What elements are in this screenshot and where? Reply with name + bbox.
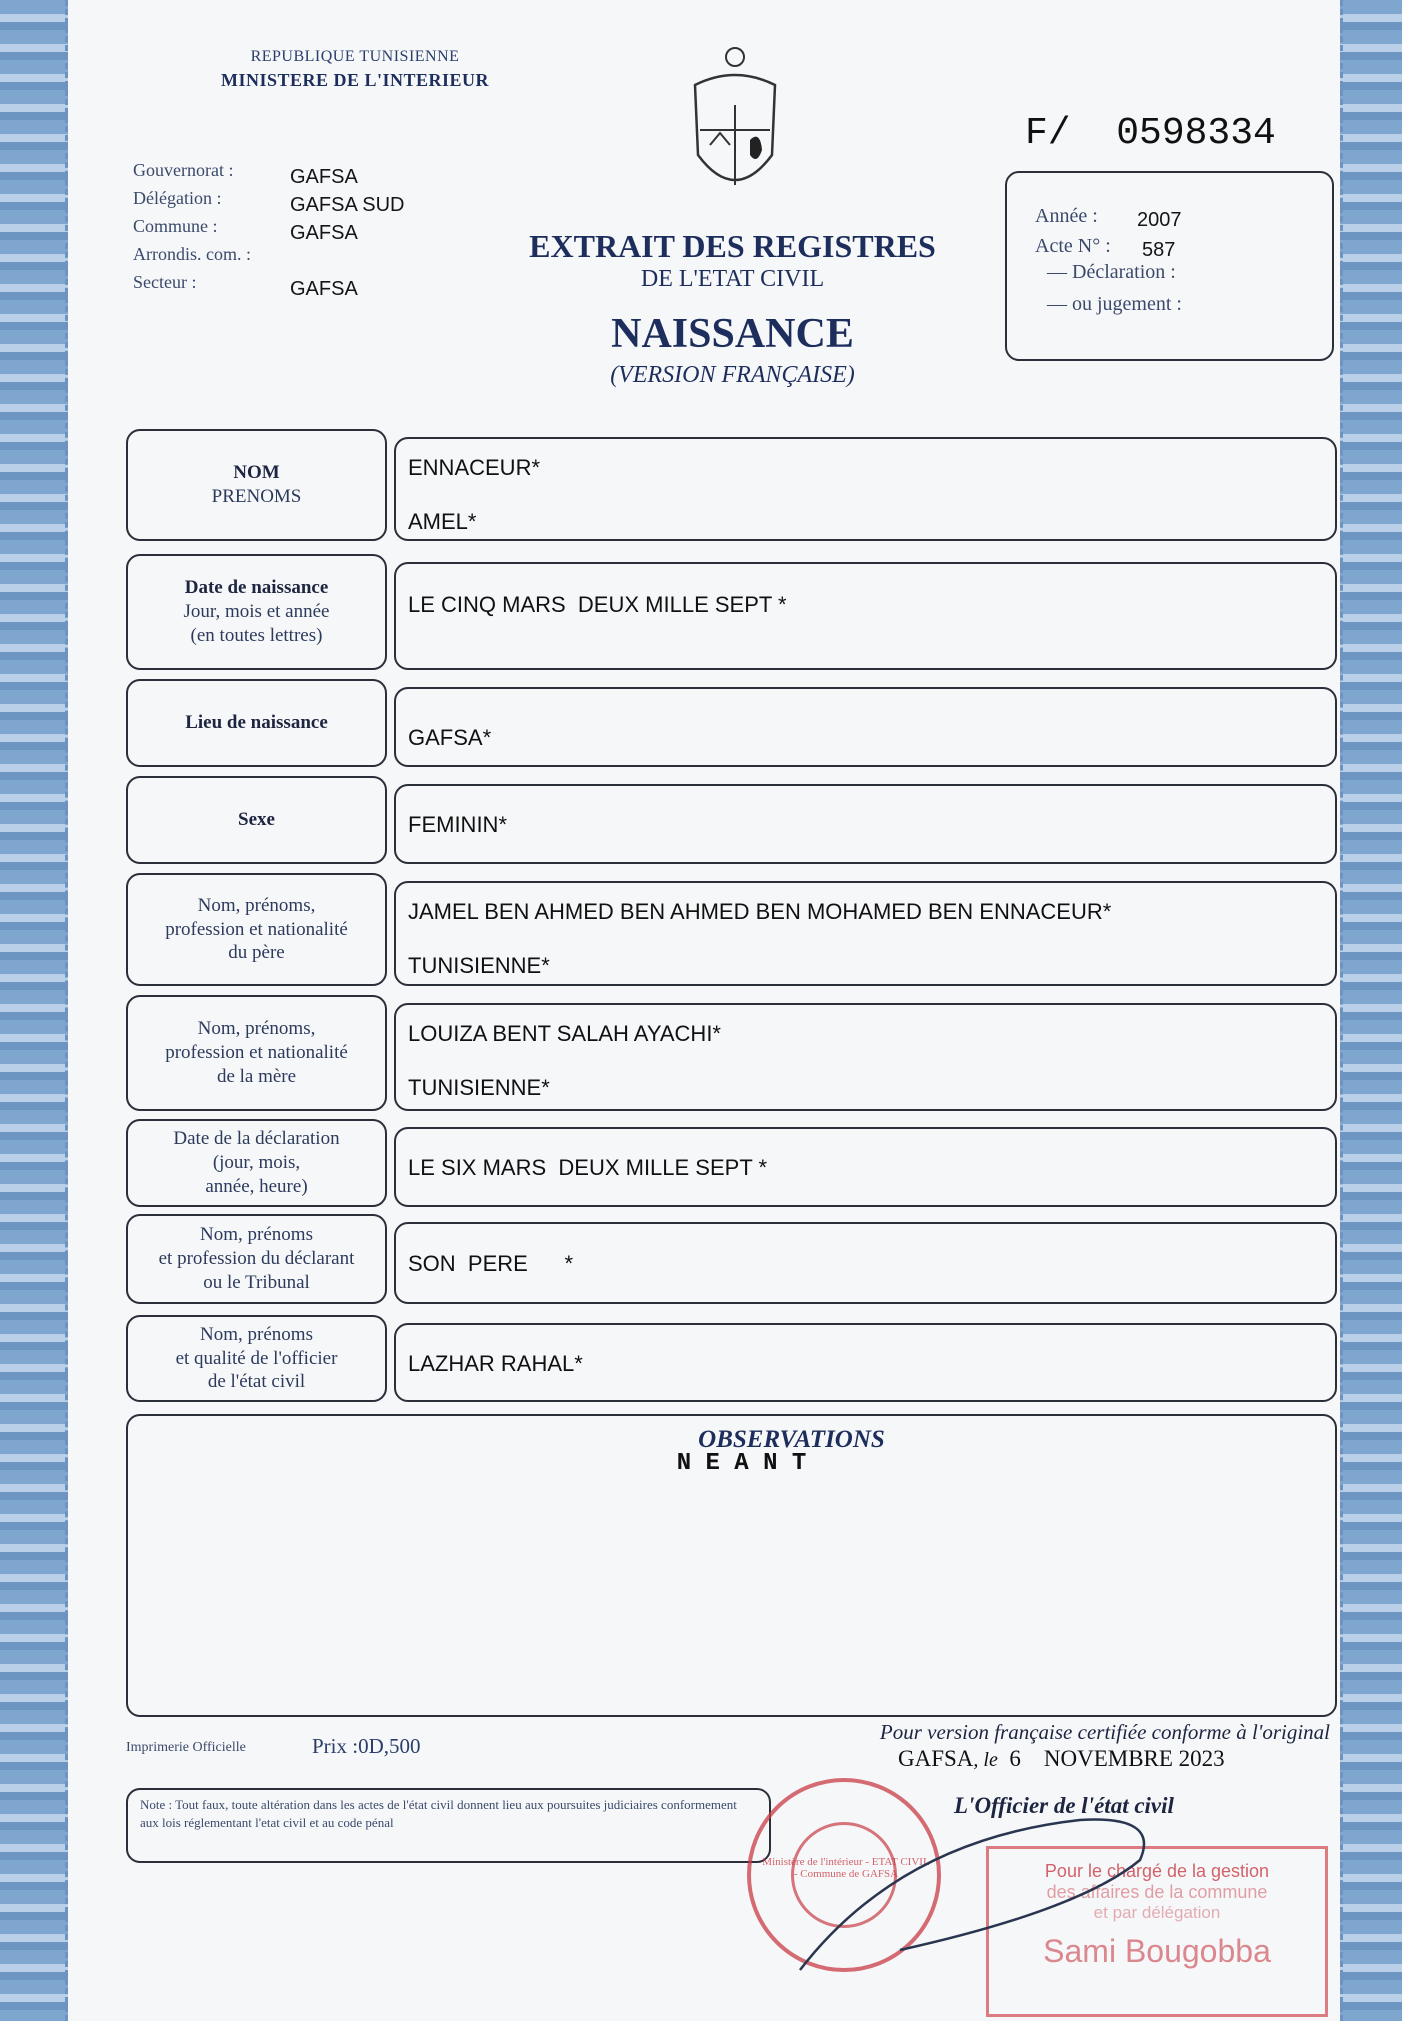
republic-label: REPUBLIQUE TUNISIENNE bbox=[250, 48, 460, 65]
field-label: et profession du déclarant bbox=[158, 1248, 355, 1270]
field-label: Nom, prénoms, bbox=[197, 894, 316, 916]
admin-value: GAFSA bbox=[290, 278, 358, 300]
stamp-line: des affaires de la commune bbox=[1046, 1882, 1268, 1902]
field-label: Date de naissance bbox=[184, 577, 329, 599]
field-label: profession et nationalité bbox=[165, 918, 348, 940]
field-label: Jour, mois et année bbox=[183, 601, 330, 623]
field-label-box bbox=[126, 1214, 387, 1304]
acte-value: 587 bbox=[1142, 239, 1176, 261]
left-decorative-border bbox=[0, 0, 68, 2021]
field-label: de l'état civil bbox=[207, 1371, 306, 1393]
acte-label: Acte N° : bbox=[1035, 235, 1111, 257]
year-value: 2007 bbox=[1137, 209, 1182, 231]
field-label: et qualité de l'officier bbox=[175, 1347, 338, 1369]
officer-label: L'Officier de l'état civil bbox=[954, 1793, 1174, 1818]
field-label: de la mère bbox=[216, 1065, 297, 1087]
admin-row bbox=[133, 244, 433, 272]
field-value-box bbox=[394, 562, 1337, 670]
field-value: LAZHAR RAHAL* bbox=[408, 1350, 583, 1376]
field-label: NOM bbox=[233, 462, 280, 484]
admin-value: GAFSA SUD bbox=[290, 194, 405, 216]
field-label-box bbox=[126, 776, 387, 864]
admin-label: Délégation : bbox=[133, 188, 222, 208]
observations-title: OBSERVATIONS bbox=[698, 1426, 885, 1453]
field-label: Date de la déclaration bbox=[173, 1128, 340, 1150]
certified-label: Pour version française certifiée conforme à l'original bbox=[879, 1720, 1330, 1744]
stamp-line: et par délégation bbox=[1093, 1903, 1221, 1922]
ministry-label: MINISTERE DE L'INTERIEUR bbox=[220, 70, 490, 90]
field-value-box bbox=[394, 687, 1337, 767]
admin-label: Commune : bbox=[133, 216, 218, 236]
admin-label: Arrondis. com. : bbox=[133, 244, 251, 264]
field-value-box bbox=[394, 1323, 1337, 1402]
field-value-box bbox=[394, 1222, 1337, 1304]
admin-label: Gouvernorat : bbox=[133, 160, 234, 180]
field-label-box bbox=[126, 995, 387, 1111]
field-value: LE CINQ MARS DEUX MILLE SEPT * bbox=[408, 592, 787, 617]
price-label: Prix :0D,500 bbox=[312, 1734, 421, 1758]
stamp-line: Pour le chargé de la gestion bbox=[1044, 1861, 1270, 1881]
field-value: GAFSA* bbox=[408, 725, 492, 750]
admin-row bbox=[133, 272, 433, 300]
field-label-box bbox=[126, 554, 387, 670]
field-value-box bbox=[394, 1003, 1337, 1111]
field-value: TUNISIENNE* bbox=[408, 1075, 550, 1100]
handwritten-signature bbox=[780, 1800, 1220, 1980]
field-value: LE SIX MARS DEUX MILLE SEPT * bbox=[408, 1155, 768, 1180]
field-label: Nom, prénoms, bbox=[197, 1018, 316, 1040]
field-label-box bbox=[126, 679, 387, 767]
field-label: (jour, mois, bbox=[212, 1152, 301, 1174]
field-value-box bbox=[394, 784, 1337, 864]
field-label-box bbox=[126, 429, 387, 541]
admin-value: GAFSA bbox=[290, 166, 358, 188]
admin-row bbox=[133, 216, 433, 244]
field-label: profession et nationalité bbox=[165, 1042, 348, 1064]
field-label: Sexe bbox=[238, 809, 275, 831]
declaration-label: — Déclaration : bbox=[1047, 261, 1176, 283]
issue-month-year: NOVEMBRE 2023 bbox=[1043, 1746, 1225, 1771]
round-stamp-text: Ministère de l'intérieur - ETAT CIVIL - Commune de GAFSA bbox=[762, 1856, 930, 1880]
field-value-box bbox=[394, 1127, 1337, 1207]
title-naissance: NAISSANCE bbox=[611, 311, 854, 357]
admin-label: Secteur : bbox=[133, 272, 197, 292]
field-value: AMEL* bbox=[408, 509, 477, 534]
field-label: (en toutes lettres) bbox=[190, 624, 323, 646]
field-value: JAMEL BEN AHMED BEN AHMED BEN MOHAMED BEN ENNACEUR* bbox=[408, 899, 1112, 924]
year-label: Année : bbox=[1035, 205, 1098, 227]
note-box: Note : Tout faux, toute altération dans les actes de l'état civil donnent lieu aux poursuites judiciaires conformement aux lois réglementant l'etat civil et au code pénal bbox=[126, 1788, 771, 1863]
issue-place: GAFSA bbox=[898, 1746, 974, 1771]
field-label: Nom, prénoms bbox=[200, 1224, 313, 1246]
field-label: ou le Tribunal bbox=[203, 1271, 310, 1293]
title-etat-civil: DE L'ETAT CIVIL bbox=[640, 266, 825, 292]
field-value: LOUIZA BENT SALAH AYACHI* bbox=[408, 1021, 721, 1046]
le-label: , le bbox=[973, 1749, 998, 1771]
field-label: du père bbox=[228, 942, 285, 964]
admin-row bbox=[133, 160, 433, 188]
field-label: PRENOMS bbox=[211, 486, 302, 507]
field-value: FEMININ* bbox=[408, 812, 507, 837]
jugement-label: — ou jugement : bbox=[1047, 293, 1182, 315]
field-label-box bbox=[126, 873, 387, 986]
title-version: (VERSION FRANÇAISE) bbox=[610, 362, 855, 388]
field-label: année, heure) bbox=[205, 1175, 308, 1197]
field-value: SON PERE * bbox=[408, 1251, 574, 1276]
field-value-box bbox=[394, 881, 1337, 986]
printer-label: Imprimerie Officielle bbox=[126, 1740, 246, 1755]
field-label-box bbox=[126, 1119, 387, 1207]
admin-value: GAFSA bbox=[290, 222, 358, 244]
title-extrait: EXTRAIT DES REGISTRES bbox=[529, 228, 936, 264]
field-label: Nom, prénoms bbox=[200, 1323, 313, 1345]
field-value: TUNISIENNE* bbox=[408, 953, 550, 978]
stamp-signatory-name: Sami Bougobba bbox=[1043, 1933, 1271, 1969]
observations-box bbox=[126, 1414, 1337, 1717]
field-value: ENNACEUR* bbox=[408, 455, 541, 480]
issue-day: 6 bbox=[1009, 1746, 1021, 1771]
observations-value: N E A N T bbox=[676, 1450, 807, 1477]
serial-number: F/ 0598334 bbox=[1025, 112, 1276, 155]
admin-row bbox=[133, 188, 433, 216]
issue-date bbox=[898, 1746, 1225, 1772]
right-decorative-border bbox=[1340, 0, 1402, 2021]
field-value-box bbox=[394, 437, 1337, 541]
act-box bbox=[1005, 171, 1334, 361]
field-label-box bbox=[126, 1315, 387, 1402]
coat-of-arms-icon bbox=[680, 45, 790, 210]
field-label: Lieu de naissance bbox=[185, 712, 328, 734]
